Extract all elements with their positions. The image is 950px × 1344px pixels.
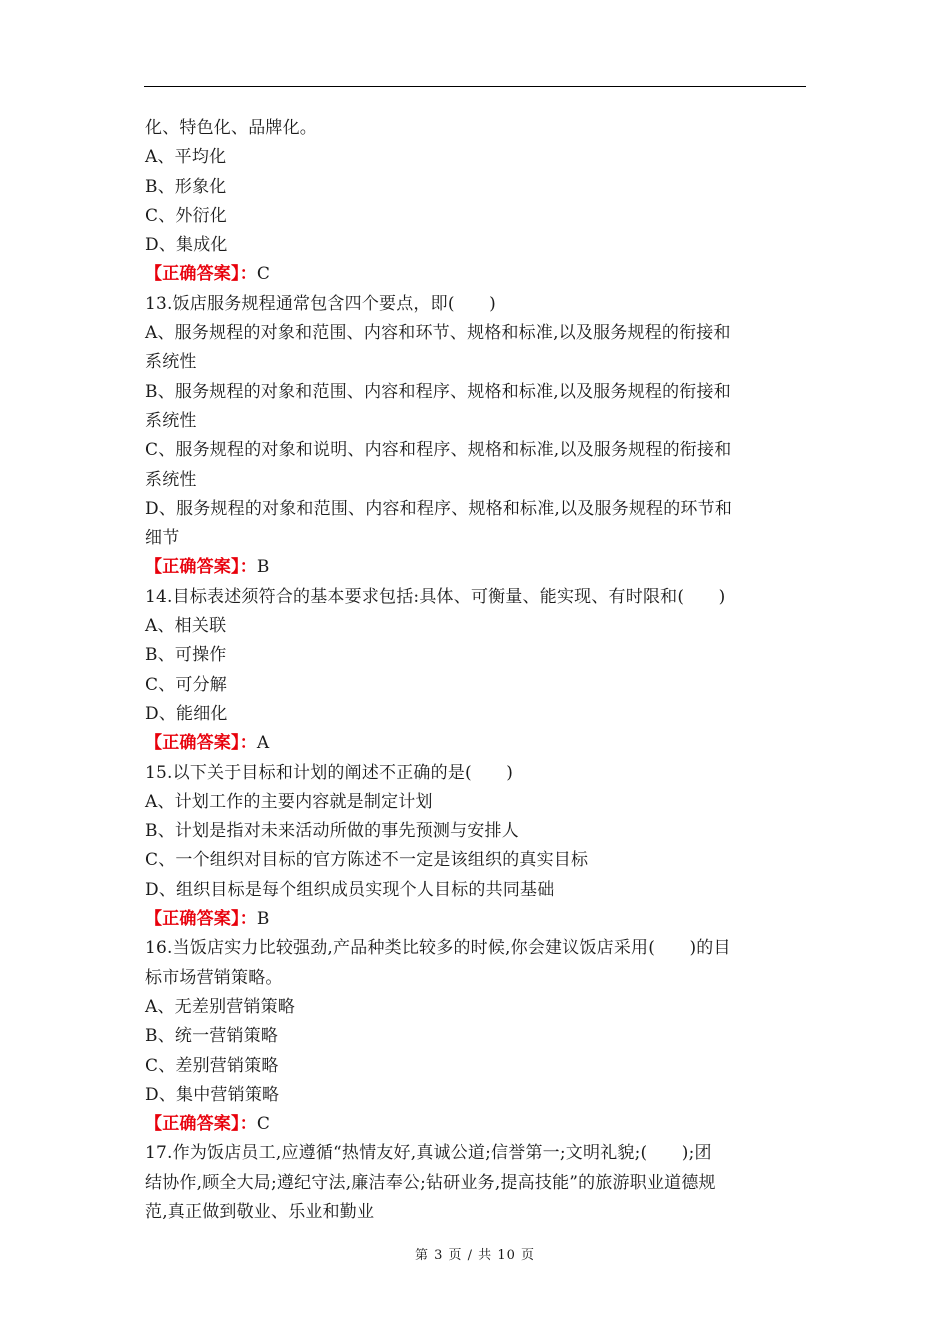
option-d: D、集成化 [145,235,228,256]
answer-line [145,1110,810,1139]
option-d: D、服务规程的对象和范围、内容和程序、规格和标准,以及服务规程的环节和 [145,498,733,519]
answer-label: 【正确答案】： [145,733,257,754]
answer-value: C [256,1114,271,1135]
option-a: A、无差别营销策略 [145,996,296,1017]
question-17-stem-cont: 范,真正做到敬业、乐业和勤业 [145,1201,375,1222]
question-17-stem: 17.作为饭店员工,应遵循“热情友好,真诚公道;信誉第一;文明礼貌;( );团 [145,1143,712,1164]
option-d: D、集中营销策略 [145,1084,280,1105]
answer-line [145,553,810,582]
option-c: C、外衍化 [145,205,228,226]
answer-label: 【正确答案】： [145,264,257,285]
option-a: A、服务规程的对象和范围、内容和环节、规格和标准,以及服务规程的衔接和 [145,323,731,344]
option-d: D、组织目标是每个组织成员实现个人目标的共同基础 [145,879,555,900]
answer-value: A [256,733,270,754]
question-15-stem: 15.以下关于目标和计划的阐述不正确的是( ) [145,762,514,783]
question-12-options [145,143,810,260]
option-c: C、一个组织对目标的官方陈述不一定是该组织的真实目标 [145,850,589,871]
option-d: D、能细化 [145,703,228,724]
answer-label: 【正确答案】： [145,1114,257,1135]
option-a-cont: 系统性 [145,352,197,373]
option-b: B、服务规程的对象和范围、内容和程序、规格和标准,以及服务规程的衔接和 [145,381,731,402]
option-c: C、服务规程的对象和说明、内容和程序、规格和标准,以及服务规程的衔接和 [145,440,732,461]
option-b: B、形象化 [145,176,227,197]
option-c: C、可分解 [145,674,228,695]
option-c: C、差别营销策略 [145,1055,279,1076]
option-a: A、平均化 [145,147,227,168]
answer-value: B [256,909,270,930]
question-16-stem: 16.当饭店实力比较强劲,产品种类比较多的时候,你会建议饭店采用( )的目 [145,938,731,959]
header-rule [144,86,806,87]
option-b: B、可操作 [145,645,227,666]
option-d-cont: 细节 [145,528,180,549]
continuation-text: 化、特色化、品牌化。 [145,118,317,138]
option-a: A、相关联 [145,616,227,637]
question-14-stem: 14.目标表述须符合的基本要求包括:具体、可衡量、能实现、有时限和( ) [145,586,726,607]
answer-line [145,260,810,289]
option-a: A、计划工作的主要内容就是制定计划 [145,791,433,812]
answer-line [145,905,810,934]
option-c-cont: 系统性 [145,469,197,490]
answer-label: 【正确答案】： [145,557,257,578]
answer-value: C [256,264,271,285]
answer-value: B [256,557,270,578]
question-13-stem: 13.饭店服务规程通常包含四个要点，即( ) [145,293,496,314]
question-16-stem-cont: 标市场营销策略。 [145,967,283,988]
option-b: B、计划是指对未来活动所做的事先预测与安排人 [145,821,519,842]
option-b-cont: 系统性 [145,410,197,431]
answer-label: 【正确答案】： [145,909,257,930]
answer-line [145,729,810,758]
question-17-stem-cont: 结协作,顾全大局;遵纪守法,廉洁奉公;钻研业务,提高技能”的旅游职业道德规 [145,1172,716,1193]
page-footer: 第 3 页 / 共 10 页 [415,1248,535,1263]
page-content [145,114,810,1227]
option-b: B、统一营销策略 [145,1026,279,1047]
